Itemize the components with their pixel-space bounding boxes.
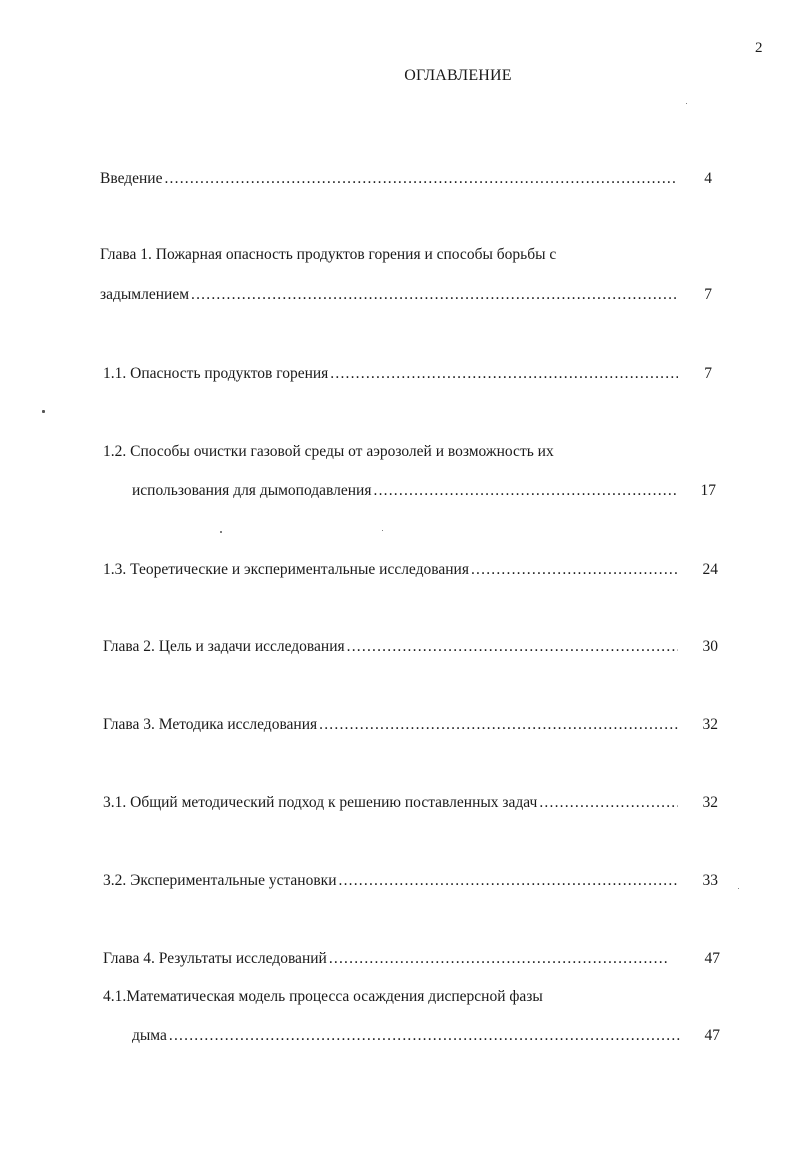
scan-speck bbox=[42, 410, 45, 413]
toc-entry-page: 30 bbox=[702, 638, 718, 655]
scan-speck bbox=[738, 888, 739, 889]
toc-entry-page: 7 bbox=[704, 286, 712, 303]
toc-entry-section-1-2-line1: 1.2. Способы очистки газовой среды от аэрозолей и возможность их bbox=[103, 443, 554, 460]
scan-speck bbox=[382, 530, 383, 531]
page-number: 2 bbox=[755, 40, 763, 56]
dot-leader bbox=[330, 365, 678, 383]
toc-entry-section-4-1-line1: 4.1.Математическая модель процесса осаждения дисперсной фазы bbox=[103, 988, 543, 1005]
toc-entry-section-1-2 bbox=[132, 482, 680, 502]
toc-entry-text: использования для дымоподавления bbox=[132, 482, 372, 499]
toc-entry-section-3-1 bbox=[103, 794, 680, 814]
toc-entry-chapter2 bbox=[103, 638, 680, 658]
toc-entry-section-1-1 bbox=[103, 365, 680, 385]
toc-entry-text: Глава 2. Цель и задачи исследования bbox=[103, 638, 345, 655]
toc-entry-page: 33 bbox=[702, 872, 718, 889]
toc-entry-page: 47 bbox=[704, 1027, 720, 1044]
toc-entry-page: 32 bbox=[702, 716, 718, 733]
toc-entry-introduction bbox=[100, 170, 680, 190]
dot-leader bbox=[329, 950, 668, 968]
toc-entry-text: Введение bbox=[100, 170, 163, 187]
toc-entry-page: 17 bbox=[700, 482, 716, 499]
toc-entry-page: 24 bbox=[702, 561, 718, 578]
toc-entry-text: 3.2. Экспериментальные установки bbox=[103, 872, 337, 889]
dot-leader bbox=[169, 1027, 681, 1045]
dot-leader bbox=[374, 482, 679, 500]
toc-entry-section-4-1 bbox=[132, 1027, 683, 1047]
toc-entry-text: 1.1. Опасность продуктов горения bbox=[103, 365, 329, 382]
toc-entry-text: 3.1. Общий методический подход к решению поставленных задач bbox=[103, 794, 538, 811]
toc-entry-text: задымлением bbox=[100, 286, 190, 303]
dot-leader bbox=[471, 561, 678, 579]
dot-leader bbox=[191, 286, 678, 304]
toc-entry-page: 4 bbox=[704, 170, 712, 187]
page-title: ОГЛАВЛЕНИЕ bbox=[404, 67, 512, 84]
toc-entry-page: 32 bbox=[702, 794, 718, 811]
toc-entry-chapter1-line1: Глава 1. Пожарная опасность продуктов горения и способы борьбы с bbox=[100, 246, 557, 263]
dot-leader bbox=[347, 638, 678, 656]
toc-entry-chapter3 bbox=[103, 716, 680, 736]
toc-entry-section-1-3 bbox=[103, 561, 680, 581]
toc-entry-section-3-2 bbox=[103, 872, 680, 892]
scan-speck bbox=[220, 531, 222, 533]
toc-entry-page: 7 bbox=[704, 365, 712, 382]
toc-entry-page: 47 bbox=[704, 950, 720, 967]
toc-entry-chapter1 bbox=[100, 286, 680, 306]
dot-leader bbox=[539, 794, 678, 812]
toc-entry-text: 1.3. Теоретические и экспериментальные исследования bbox=[103, 561, 469, 578]
dot-leader bbox=[319, 716, 678, 734]
dot-leader bbox=[339, 872, 679, 890]
toc-entry-text: Глава 4. Результаты исследований bbox=[103, 950, 327, 967]
toc-entry-text: Глава 3. Методика исследования bbox=[103, 716, 318, 733]
dot-leader bbox=[164, 170, 678, 188]
scan-speck bbox=[686, 103, 687, 104]
toc-entry-chapter4 bbox=[103, 950, 670, 970]
toc-entry-text: дыма bbox=[132, 1027, 167, 1044]
